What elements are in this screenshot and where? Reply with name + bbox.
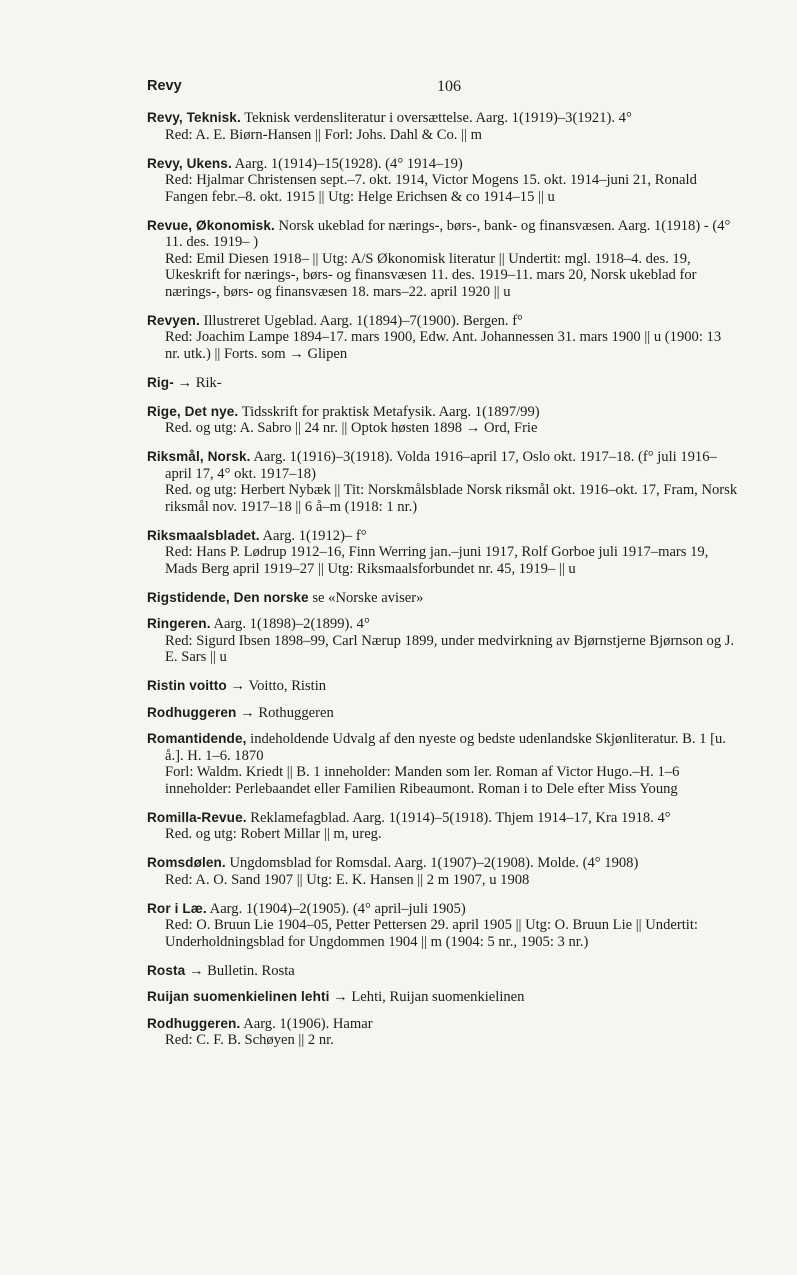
entry-details: Red: Sigurd Ibsen 1898–99, Carl Nærup 1899, under medvirkning av Bjørnstjerne Bjørnson og J. E. Sars || u	[165, 632, 735, 665]
entry-details: Red: Hjalmar Christensen sept.–7. okt. 1914, Victor Mogens 15. okt. 1914–juni 21, Ronald Fangen febr.–8. okt. 1915 || Utg: Helge Erichsen & co 1914–15 || u	[165, 172, 697, 205]
catalog-entry	[147, 678, 739, 695]
entry-details: Red: Joachim Lampe 1894–17. mars 1900, Edw. Ant. Johannessen 31. mars 1900 || u (1900: 13 nr. utk.) || Forts. som → Glipen	[165, 329, 722, 362]
entry-title: Riksmål, Norsk.	[147, 449, 251, 464]
entry-title: Ringeren.	[147, 616, 211, 631]
entry-details: Red: A. O. Sand 1907 || Utg: E. K. Hansen || 2 m 1907, u 1908	[165, 871, 530, 888]
entry-text: Reklamefagblad. Aarg. 1(1914)–5(1918). Thjem 1914–17, Kra 1918. 4°	[250, 809, 671, 826]
entry-text: → Lehti, Ruijan suomenkielinen	[333, 989, 525, 1005]
entry-title: Romsdølen.	[147, 855, 226, 870]
entry-text: Ungdomsblad for Romsdal. Aarg. 1(1907)–2(1908). Molde. (4° 1908)	[229, 855, 639, 871]
entry-title: Romantidende,	[147, 731, 247, 746]
entry-details: Red. og utg: Herbert Nybæk || Tit: Norskmålsblade Norsk riksmål okt. 1916–okt. 17, Fram, Norsk riksmål nov. 1917–18 || 6 å–m (1918: 1 nr.)	[165, 482, 738, 515]
entry-title: Ror i Læ.	[147, 900, 207, 916]
entry-text: → Rothuggeren	[240, 704, 334, 721]
catalog-entry	[147, 616, 739, 666]
entry-text: Tidsskrift for praktisk Metafysik. Aarg. 1(1897/99)	[241, 403, 540, 420]
entry-title: Rodhuggeren	[147, 704, 237, 720]
catalog-entries	[147, 110, 739, 1061]
entry-text: Aarg. 1(1916)–3(1918). Volda 1916–april 17, Oslo okt. 1917–18. (f° juli 1916–april 17, 4° okt. 1917–18)	[165, 449, 717, 482]
entry-title: Rodhuggeren.	[147, 1015, 241, 1031]
catalog-entry	[147, 1016, 739, 1049]
catalog-entry	[147, 375, 739, 392]
catalog-entry	[147, 313, 739, 363]
entry-details: Red: C. F. B. Schøyen || 2 nr.	[165, 1032, 334, 1048]
catalog-entry	[147, 218, 739, 301]
catalog-entry	[147, 855, 739, 888]
entry-text: Illustreret Ugeblad. Aarg. 1(1894)–7(1900). Bergen. f°	[203, 312, 523, 329]
entry-title: Revyen.	[147, 312, 200, 328]
entry-text: Aarg. 1(1904)–2(1905). (4° april–juli 1905)	[209, 900, 466, 917]
entry-text: Aarg. 1(1914)–15(1928). (4° 1914–19)	[234, 155, 463, 172]
catalog-entry	[147, 901, 739, 951]
catalog-entry	[147, 963, 739, 980]
entry-title: Revy, Ukens.	[147, 155, 232, 171]
entry-text: Norsk ukeblad for nærings-, børs-, bank- og finansvæsen. Aarg. 1(1918) - (4° 11. des. 1919– )	[165, 217, 731, 250]
catalog-entry	[147, 449, 739, 515]
catalog-entry	[147, 404, 739, 437]
entry-details: Red: O. Bruun Lie 1904–05, Petter Pettersen 29. april 1905 || Utg: O. Bruun Lie || Undertit: Underholdningsblad for Ungdommen 1904 || m (1904: 5 nr., 1905: 3 nr.)	[165, 917, 698, 950]
entry-title: Rig-	[147, 374, 174, 390]
catalog-entry	[147, 110, 739, 143]
entry-title: Rosta	[147, 962, 186, 978]
running-head: Revy	[147, 78, 182, 94]
page-number: 106	[437, 78, 461, 95]
entry-text: Aarg. 1(1906). Hamar	[243, 1015, 373, 1032]
entry-details: Red: Hans P. Lødrup 1912–16, Finn Werring jan.–juni 1917, Rolf Gorboe juli 1917–mars 19, Mads Berg april 1919–27 || Utg: Riksmaalsforbundet nr. 45, 1919– || u	[165, 544, 709, 577]
entry-text: Aarg. 1(1898)–2(1899). 4°	[213, 616, 370, 632]
entry-title: Revy, Teknisk.	[147, 110, 241, 125]
entry-title: Revue, Økonomisk.	[147, 217, 275, 233]
entry-title: Rige, Det nye.	[147, 403, 239, 419]
entry-details: Red: A. E. Biørn-Hansen || Forl: Johs. Dahl & Co. || m	[165, 126, 482, 143]
entry-text: se «Norske aviser»	[312, 589, 424, 606]
entry-title: Romilla-Revue.	[147, 809, 247, 825]
catalog-entry	[147, 731, 739, 797]
catalog-entry	[147, 156, 739, 206]
catalog-entry	[147, 989, 739, 1006]
entry-title: Ruijan suomenkielinen lehti	[147, 989, 330, 1004]
entry-details: Red. og utg: A. Sabro || 24 nr. || Optok høsten 1898 → Ord, Frie	[165, 420, 538, 436]
entry-text: → Rik-	[177, 374, 222, 391]
entry-text: → Voitto, Ristin	[230, 678, 327, 694]
entry-details: Forl: Waldm. Kriedt || B. 1 inneholder: Manden som ler. Roman af Victor Hugo.–H. 1–6 inneholder: Perlebaandet eller Familien Ribeaumont. Roman i to Dele efter Miss Young	[165, 764, 680, 797]
entry-text: Teknisk verdensliteratur i oversættelse. Aarg. 1(1919)–3(1921). 4°	[244, 110, 632, 126]
catalog-entry	[147, 528, 739, 578]
entry-title: Riksmaalsbladet.	[147, 527, 260, 543]
entry-details: Red. og utg: Robert Millar || m, ureg.	[165, 826, 382, 842]
catalog-entry	[147, 810, 739, 843]
entry-title: Rigstidende, Den norske	[147, 589, 309, 605]
entry-details: Red: Emil Diesen 1918– || Utg: A/S Økonomisk literatur || Undertit: mgl. 1918–4. des. 19, Ukeskrift for nærings-, børs- og finansvæsen 11. des. 1919–11. mars 20, Norsk ukeblad for nærings-, børs- og finansvæsen 18. mars–22. april 1920 || u	[165, 250, 697, 300]
catalog-entry	[147, 590, 739, 607]
entry-title: Ristin voitto	[147, 678, 227, 693]
page-header	[147, 78, 739, 102]
entry-text: Aarg. 1(1912)– f°	[262, 527, 367, 544]
entry-text: → Bulletin. Rosta	[188, 962, 295, 979]
entry-text: indeholdende Udvalg af den nyeste og bedste udenlandske Skjønliteratur. B. 1 [u. å.]. H. 1–6. 1870	[165, 731, 726, 764]
catalog-entry	[147, 705, 739, 722]
